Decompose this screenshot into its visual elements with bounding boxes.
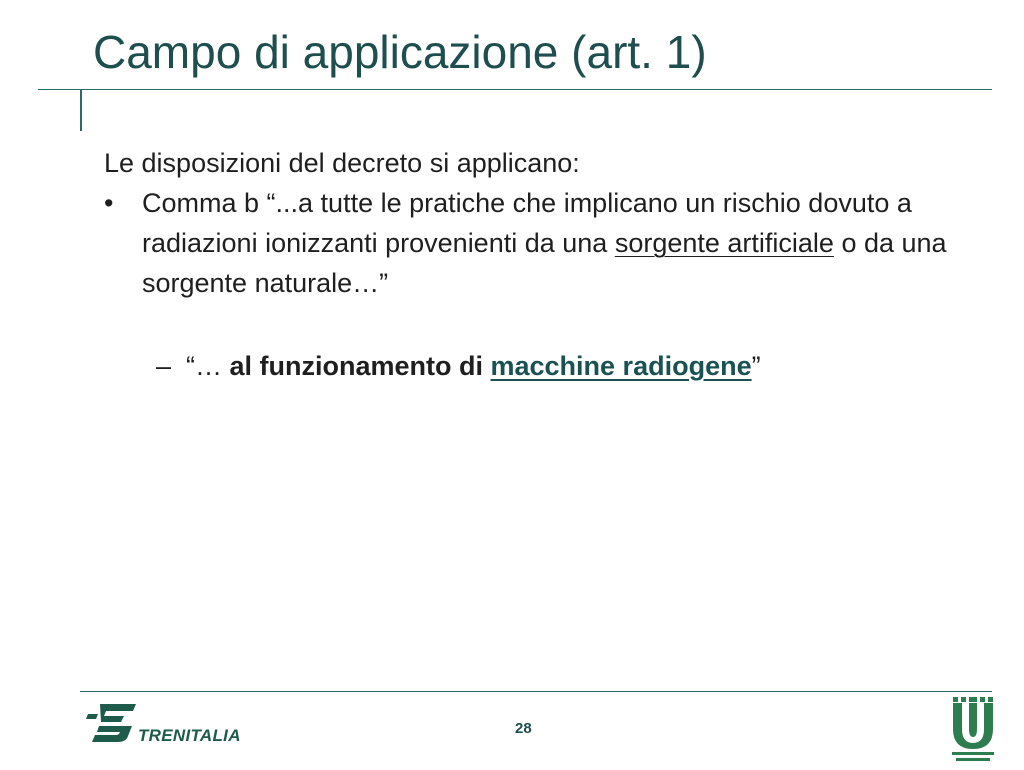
sub-bullet-item — [104, 346, 984, 386]
slide-body — [104, 143, 984, 413]
page-number: 28 — [515, 720, 532, 737]
trenitalia-logo — [86, 700, 256, 750]
tor-vergata-logo — [950, 695, 996, 765]
tor-vergata-seal-icon — [950, 695, 996, 765]
title-rule — [38, 89, 992, 90]
sub-bullet-open-quote: “… — [186, 351, 230, 381]
sub-bullet-close-quote: ” — [751, 351, 761, 381]
sub-bullet-emphasis: macchine radiogene — [490, 351, 752, 381]
intro-text: Le disposizioni del decreto si applicano: — [104, 148, 580, 178]
bullet-text-end: o da una sorgente naturale…” — [142, 228, 947, 298]
title-rule-vertical — [80, 89, 82, 131]
footer-rule — [80, 691, 992, 692]
bullet-text: Comma b “...a tutte le pratiche che implicano un rischio dovuto a radiazioni ionizzanti provenienti da una — [142, 188, 912, 258]
sub-bullet-bold-text: al funzionamento di — [229, 351, 491, 381]
underlined-phrase: sorgente artificiale — [614, 228, 834, 258]
slide-title: Campo di applicazione (art. 1) — [93, 26, 707, 78]
sub-bullet-marker: – — [156, 351, 172, 381]
trenitalia-fs-icon — [86, 700, 146, 750]
trenitalia-logo-text: TRENITALIA — [138, 726, 241, 745]
bullet-marker: • — [104, 188, 114, 218]
bullet-item — [104, 183, 984, 303]
